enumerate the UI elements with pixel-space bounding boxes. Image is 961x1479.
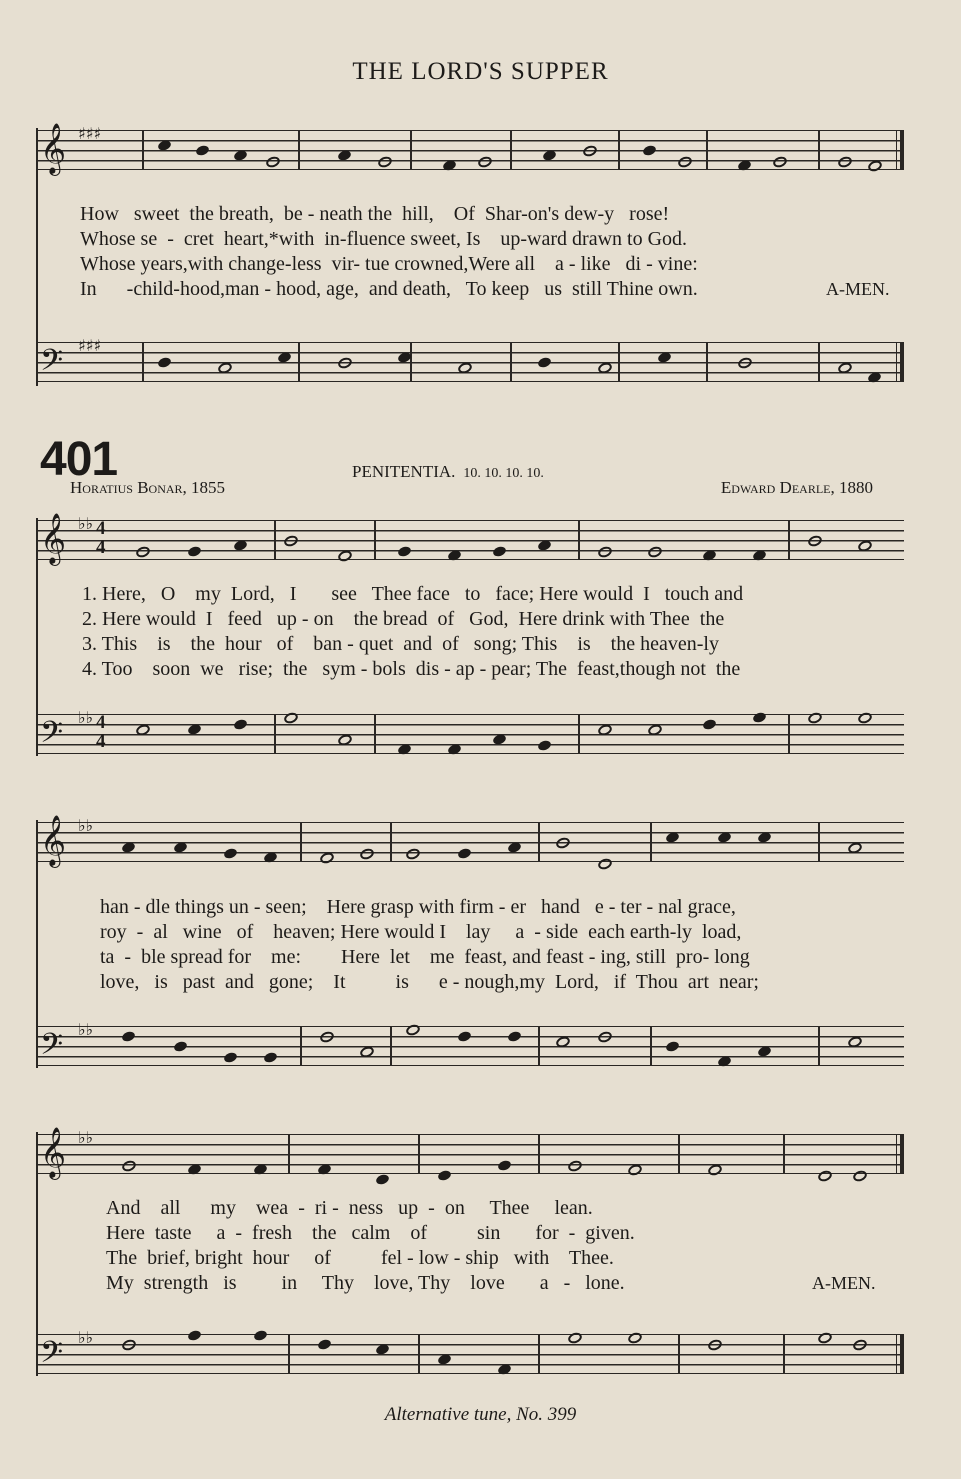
note-head — [457, 847, 472, 860]
barline — [538, 822, 540, 862]
note-head — [233, 718, 248, 731]
barline — [650, 822, 652, 862]
barline — [650, 1026, 652, 1066]
note-head — [707, 1338, 724, 1352]
note-head — [702, 549, 717, 562]
barline — [510, 130, 512, 170]
note-head — [319, 851, 336, 865]
note-head — [772, 155, 789, 169]
note-head — [187, 1163, 202, 1176]
barline — [300, 822, 302, 862]
barline — [818, 1026, 820, 1066]
barline — [818, 822, 820, 862]
stanza-1-line: 1. Here, O my Lord, I see Thee face to face; Here would I touch and — [82, 583, 744, 605]
barline — [706, 130, 708, 170]
treble-clef-icon: 𝄞 — [40, 123, 67, 174]
note-head — [647, 545, 664, 559]
note-head — [173, 841, 188, 854]
note-head — [537, 356, 552, 369]
note-head — [597, 857, 614, 871]
verse-line-3: Whose years,with change-less vir- tue crowned,Were all a - like di - vine: — [80, 253, 698, 275]
note-head — [359, 847, 376, 861]
note-head — [442, 159, 457, 172]
note-head — [837, 155, 854, 169]
key-signature-flats: ♭♭ — [78, 1020, 94, 1039]
barline — [510, 342, 512, 382]
barline — [288, 1334, 290, 1374]
note-head — [717, 1055, 732, 1068]
note-head — [717, 831, 732, 844]
note-head — [253, 1329, 268, 1342]
barline — [418, 1134, 420, 1174]
barline — [678, 1334, 680, 1374]
barline — [274, 714, 276, 754]
note-head — [457, 1030, 472, 1043]
note-head — [121, 1159, 138, 1173]
treble-clef-icon: 𝄞 — [40, 513, 67, 564]
note-head — [702, 718, 717, 731]
note-head — [492, 545, 507, 558]
bass-clef-icon: 𝄢 — [40, 1028, 64, 1069]
note-head — [555, 836, 572, 850]
stanza-4-line: My strength is in Thy love, Thy love a - lone. — [106, 1272, 625, 1294]
stanza-1-line: han - dle things un - seen; Here grasp with firm - er hand e - ter - nal grace, — [100, 896, 736, 918]
final-barline — [900, 1334, 904, 1374]
note-head — [195, 144, 210, 157]
note-head — [397, 743, 412, 756]
barline — [678, 1134, 680, 1174]
note-head — [642, 144, 657, 157]
barline — [390, 822, 392, 862]
note-head — [567, 1331, 584, 1345]
stanza-2-line: Here taste a - fresh the calm of sin for - given. — [106, 1222, 635, 1244]
note-head — [507, 841, 522, 854]
note-head — [233, 539, 248, 552]
note-head — [752, 711, 767, 724]
amen-label: A-MEN. — [826, 279, 890, 299]
treble-staff — [38, 1127, 904, 1178]
barline — [788, 714, 790, 754]
bass-clef-icon: 𝄢 — [40, 716, 64, 757]
note-head — [817, 1331, 834, 1345]
note-head — [665, 1040, 680, 1053]
note-head — [447, 743, 462, 756]
note-head — [135, 545, 152, 559]
note-head — [157, 139, 172, 152]
note-head — [397, 545, 412, 558]
note-head — [317, 1163, 332, 1176]
note-head — [597, 1030, 614, 1044]
key-signature-sharps: ♯♯♯ — [78, 336, 102, 355]
note-head — [233, 149, 248, 162]
note-head — [867, 371, 882, 384]
hymn-number: 401 — [40, 433, 118, 486]
barline — [274, 520, 276, 560]
note-head — [737, 159, 752, 172]
note-head — [757, 1045, 772, 1058]
note-head — [817, 1169, 834, 1183]
treble-staff — [38, 513, 904, 564]
note-head — [121, 841, 136, 854]
note-head — [542, 149, 557, 162]
note-head — [665, 831, 680, 844]
note-head — [567, 1159, 584, 1173]
note-head — [752, 549, 767, 562]
stanza-2-line: 2. Here would I feed up - on the bread of God, Here drink with Thee the — [82, 608, 725, 630]
final-barline — [900, 130, 904, 170]
barline — [783, 1134, 785, 1174]
treble-clef-icon: 𝄞 — [40, 815, 67, 866]
note-head — [283, 711, 300, 725]
barline — [538, 1134, 540, 1174]
tune-meter: 10. 10. 10. 10. — [463, 466, 544, 481]
alternative-tune-note: Alternative tune, No. 399 — [384, 1404, 577, 1425]
note-head — [492, 733, 507, 746]
barline — [142, 130, 144, 170]
note-head — [657, 351, 672, 364]
barline — [374, 714, 376, 754]
stanza-4-line: 4. Too soon we rise; the sym - bols dis - ap - pear; The feast,though not the — [82, 658, 741, 680]
note-head — [627, 1331, 644, 1345]
note-head — [537, 739, 552, 752]
bass-staff — [38, 1020, 904, 1069]
note-head — [437, 1353, 452, 1366]
note-head — [477, 155, 494, 169]
barline — [538, 1026, 540, 1066]
note-head — [263, 1051, 278, 1064]
barline — [783, 1334, 785, 1374]
key-signature-flats: ♭♭ — [78, 1128, 94, 1147]
note-head — [497, 1159, 512, 1172]
note-head — [337, 733, 354, 747]
note-head — [847, 1035, 864, 1049]
barline — [578, 714, 580, 754]
note-head — [857, 711, 874, 725]
note-head — [317, 1338, 332, 1351]
key-signature-flats: ♭♭ — [78, 514, 94, 533]
note-head — [537, 539, 552, 552]
note-head — [337, 149, 352, 162]
note-head — [283, 534, 300, 548]
note-head — [597, 361, 614, 375]
system-brace — [36, 128, 38, 386]
key-signature-flats: ♭♭ — [78, 1328, 94, 1347]
amen-label: A-MEN. — [812, 1273, 876, 1293]
note-head — [253, 1163, 268, 1176]
note-head — [187, 545, 202, 558]
page-title: THE LORD'S SUPPER — [352, 58, 609, 85]
time-signature: 4 4 — [96, 712, 106, 752]
barline — [618, 342, 620, 382]
bass-staff — [38, 1328, 904, 1377]
stanza-3-line: ta - ble spread for me: Here let me feast, and feast - ing, still pro- long — [100, 946, 750, 968]
note-head — [837, 361, 854, 375]
note-head — [852, 1169, 869, 1183]
note-head — [319, 1030, 336, 1044]
note-head — [707, 1163, 724, 1177]
note-head — [757, 831, 772, 844]
barline — [418, 1334, 420, 1374]
note-head — [457, 361, 474, 375]
note-head — [647, 723, 664, 737]
bass-staff — [38, 708, 904, 757]
barline — [706, 342, 708, 382]
treble-staff — [38, 123, 904, 174]
system-brace — [36, 518, 38, 756]
note-head — [597, 723, 614, 737]
note-head — [277, 351, 292, 364]
bass-clef-icon: 𝄢 — [40, 344, 64, 385]
treble-clef-icon: 𝄞 — [40, 1127, 67, 1178]
note-head — [121, 1030, 136, 1043]
barline — [578, 520, 580, 560]
note-head — [627, 1163, 644, 1177]
treble-staff — [38, 815, 904, 866]
note-head — [437, 1169, 452, 1182]
note-head — [555, 1035, 572, 1049]
stanza-2-line: roy - al wine of heaven; Here would I lay a - side each earth-ly load, — [100, 921, 742, 943]
barline — [538, 1334, 540, 1374]
key-signature-flats: ♭♭ — [78, 708, 94, 727]
note-head — [223, 847, 238, 860]
barline — [818, 342, 820, 382]
final-barline — [900, 1134, 904, 1174]
note-head — [359, 1045, 376, 1059]
verse-line-2: Whose se - cret heart,*with in-fluence sweet, Is up-ward drawn to God. — [80, 228, 688, 250]
composer: Edward Dearle, 1880 — [720, 478, 873, 497]
note-head — [847, 841, 864, 855]
note-head — [157, 356, 172, 369]
note-head — [677, 155, 694, 169]
note-head — [173, 1040, 188, 1053]
final-barline — [900, 342, 904, 382]
note-head — [857, 539, 874, 553]
key-signature-sharps: ♯♯♯ — [78, 124, 102, 143]
stanza-4-line: love, is past and gone; It is e - nough,my Lord, if Thou art near; — [100, 971, 759, 993]
note-head — [497, 1363, 512, 1376]
barline — [298, 130, 300, 170]
bass-clef-icon: 𝄢 — [40, 1336, 64, 1377]
system-brace — [36, 1132, 38, 1376]
note-head — [337, 356, 354, 370]
note-head — [187, 1329, 202, 1342]
note-head — [807, 711, 824, 725]
note-head — [737, 356, 754, 370]
barline — [818, 130, 820, 170]
stanza-3-line: 3. This is the hour of ban - quet and of song; This is the heaven-ly — [82, 633, 719, 655]
system-brace — [36, 820, 38, 1068]
note-head — [405, 1023, 422, 1037]
note-head — [187, 723, 202, 736]
barline — [618, 130, 620, 170]
verse-line-4: In -child-hood,man - hood, age, and death, To keep us still Thine own. — [80, 278, 698, 300]
barline — [390, 1026, 392, 1066]
barline — [788, 520, 790, 560]
tune-name — [352, 462, 544, 482]
note-head — [263, 851, 278, 864]
note-head — [135, 723, 152, 737]
note-head — [265, 155, 282, 169]
barline — [288, 1134, 290, 1174]
bass-staff — [38, 336, 904, 385]
barline — [410, 342, 412, 382]
note-head — [507, 1030, 522, 1043]
barline — [410, 130, 412, 170]
note-head — [405, 847, 422, 861]
note-head — [447, 549, 462, 562]
note-head — [375, 1343, 390, 1356]
note-head — [375, 1173, 390, 1186]
barline — [300, 1026, 302, 1066]
barline — [374, 520, 376, 560]
key-signature-flats: ♭♭ — [78, 816, 94, 835]
barline — [298, 342, 300, 382]
tune-title: PENITENTIA. — [352, 462, 456, 481]
note-head — [223, 1051, 238, 1064]
stanza-1-line: And all my wea - ri - ness up - on Thee lean. — [106, 1197, 593, 1219]
note-head — [582, 144, 599, 158]
note-head — [217, 361, 234, 375]
note-head — [121, 1338, 138, 1352]
stanza-3-line: The brief, bright hour of fel - low - ship with Thee. — [106, 1247, 614, 1269]
author: Horatius Bonar, 1855 — [70, 478, 226, 497]
note-head — [807, 534, 824, 548]
note-head — [377, 155, 394, 169]
note-head — [597, 545, 614, 559]
note-head — [867, 159, 884, 173]
note-head — [852, 1338, 869, 1352]
barline — [142, 342, 144, 382]
verse-line-1: How sweet the breath, be - neath the hill, Of Shar-on's dew-y rose! — [80, 203, 670, 225]
note-head — [337, 549, 354, 563]
time-signature: 4 4 — [96, 518, 106, 558]
